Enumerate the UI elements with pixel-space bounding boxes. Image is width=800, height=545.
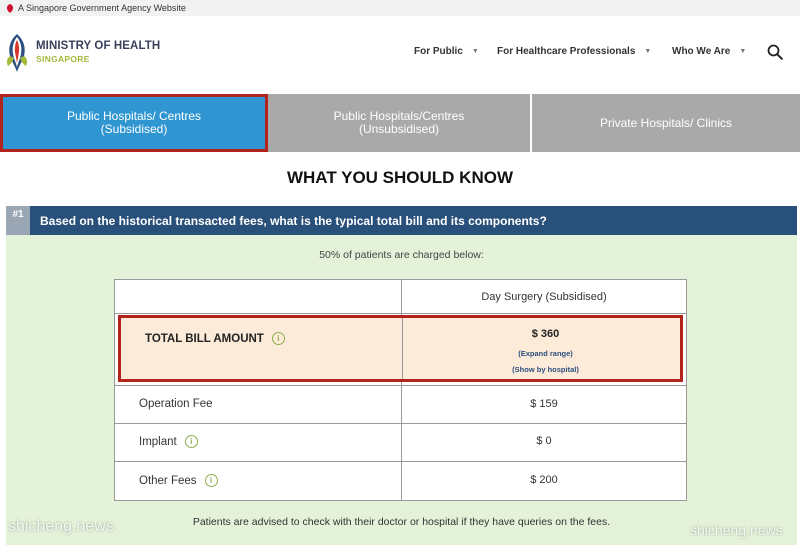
tab-public-unsubsidised[interactable] <box>268 94 532 152</box>
show-by-hospital-link[interactable]: (Show by hospital) <box>512 365 579 374</box>
info-icon[interactable]: i <box>205 474 218 487</box>
nav-who-we-are[interactable] <box>672 46 746 57</box>
tab-label-line2: (Unsubsidised) <box>358 122 440 136</box>
row-divider <box>115 385 686 386</box>
question-number: #1 <box>6 206 30 235</box>
table-row-label: Other Fees <box>139 474 197 487</box>
row-divider <box>115 461 686 462</box>
table-row-value: $ 159 <box>530 398 558 410</box>
expand-range-link[interactable]: (Expand range) <box>518 349 573 358</box>
nav-for-public[interactable] <box>414 46 479 57</box>
info-icon[interactable]: i <box>185 435 198 448</box>
page-heading: WHAT YOU SHOULD KNOW <box>286 168 514 187</box>
total-bill-label: TOTAL BILL AMOUNT <box>145 332 264 345</box>
caret-down-icon: ▼ <box>644 48 652 55</box>
tab-label-line2: (Subsidised) <box>100 122 168 136</box>
singapore-lion-icon <box>6 4 14 13</box>
row-divider <box>115 423 686 424</box>
info-icon[interactable]: i <box>272 332 285 345</box>
nav-label: Who We Are <box>672 46 731 57</box>
total-bill-row <box>118 315 683 382</box>
table-row-value: $ 0 <box>536 435 552 447</box>
nav-label: For Public <box>414 46 463 57</box>
site-title[interactable]: MINISTRY OF HEALTH <box>36 40 161 52</box>
nav-label: For Healthcare Professionals <box>497 46 636 57</box>
watermark-right: shicheng.news <box>690 522 783 538</box>
total-bill-amount: $ 360 <box>531 328 560 340</box>
table-row-label: Implant <box>139 435 177 448</box>
site-header <box>0 16 800 92</box>
question-text: Based on the historical transacted fees, what is the typical total bill and its components? <box>40 213 547 228</box>
tab-label-line1: Public Hospitals/Centres <box>333 109 465 123</box>
watermark-left: shicheng.news <box>8 518 114 535</box>
tab-label-line1: Private Hospitals/ Clinics <box>599 115 733 130</box>
fee-note: Patients are advised to check with their doctor or hospital if they have queries on the fees. <box>192 516 611 528</box>
row-divider <box>115 313 686 314</box>
tab-public-subsidised[interactable] <box>0 94 268 152</box>
tab-label-line1: Public Hospitals/ Centres <box>66 109 202 123</box>
table-row-label-group <box>139 435 198 448</box>
fee-table <box>114 279 687 501</box>
table-row-value: $ 200 <box>530 474 558 486</box>
tab-private[interactable] <box>532 94 800 152</box>
fee-panel <box>6 235 797 545</box>
search-icon[interactable] <box>767 44 783 60</box>
column-divider <box>402 318 403 379</box>
caret-down-icon: ▼ <box>471 48 479 55</box>
moh-logo-icon[interactable] <box>4 32 30 74</box>
table-row-label-group <box>139 474 218 487</box>
gov-banner-text: A Singapore Government Agency Website <box>18 3 186 13</box>
column-header: Day Surgery (Subsidised) <box>481 290 607 303</box>
gov-banner <box>0 0 800 16</box>
fee-caption: 50% of patients are charged below: <box>319 249 484 261</box>
table-row-label: Operation Fee <box>139 398 213 410</box>
question-bar <box>6 206 797 235</box>
site-subtitle: SINGAPORE <box>36 54 90 64</box>
total-bill-label-group <box>145 332 285 345</box>
caret-down-icon: ▼ <box>739 48 747 55</box>
hospital-type-tabs <box>0 94 800 152</box>
nav-for-healthcare-professionals[interactable] <box>497 46 651 57</box>
